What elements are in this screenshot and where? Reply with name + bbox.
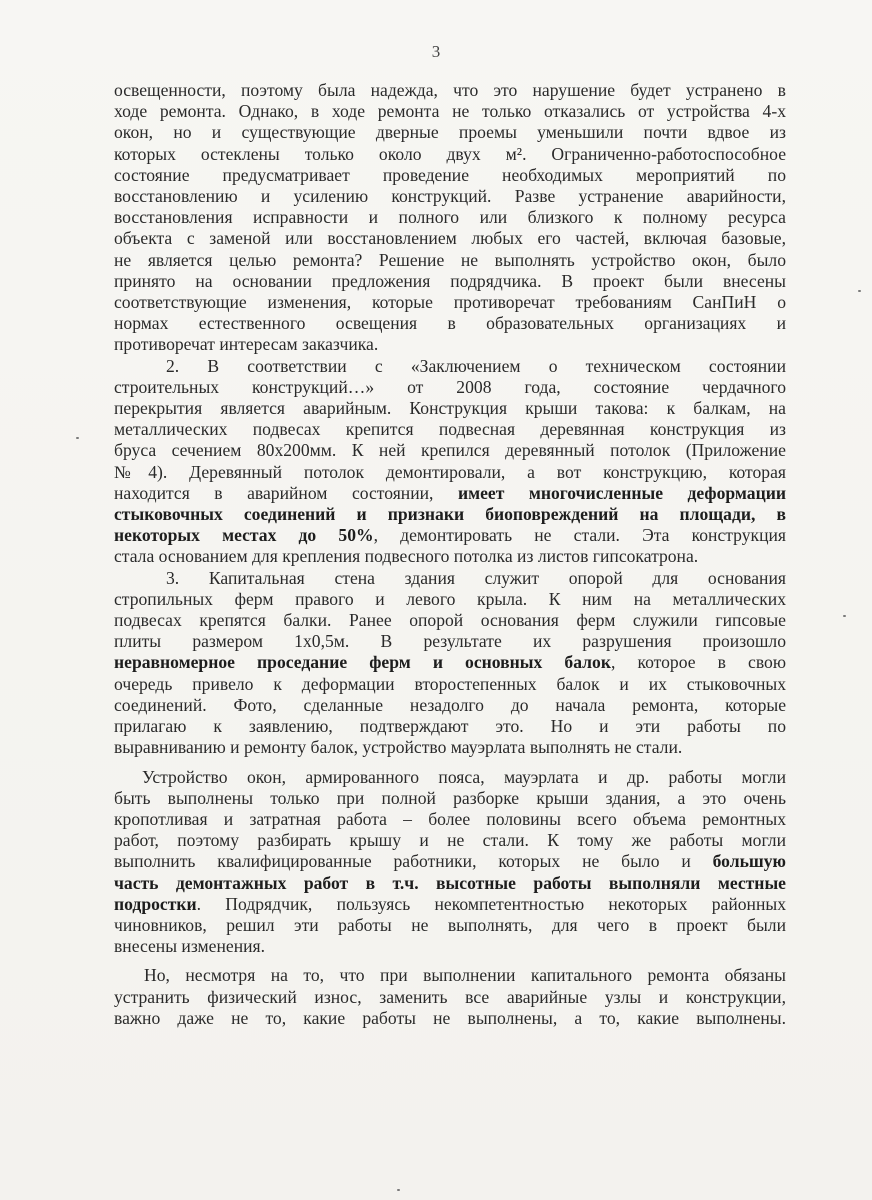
text-line: противоречат интересам заказчика. <box>114 334 379 355</box>
text-line <box>114 851 786 872</box>
paragraph-gap <box>114 957 786 965</box>
text-line: Устройство окон, армированного пояса, мауэрлата и др. работы могли <box>142 766 786 787</box>
text-line: восстановлению и усилению конструкций. Разве устранение аварийности, <box>114 186 786 207</box>
text-line: выравниванию и ремонту балок, устройство мауэрлата выполнять не стали. <box>114 737 683 758</box>
text-line: прилагаю к заявлению, подтверждают это. Но и эти работы по <box>114 716 786 737</box>
text-line: восстановления исправности и полного или близкого к полному ресурса <box>114 207 786 228</box>
text-line <box>114 525 786 546</box>
text-line: быть выполнены только при полной разборке крыши здания, а это очень <box>114 787 786 808</box>
paragraph-conclusion <box>114 965 786 1029</box>
document-body <box>114 80 786 1029</box>
text-line: работ, поэтому разбирать крышу и не стали. К тому же работы могли <box>114 830 786 851</box>
bold-text: неравномерное проседание ферм и основных балок <box>114 652 611 673</box>
text-line: очередь привело к деформации второстепенных балок и их стыковочных <box>114 673 786 694</box>
text-line: 3. Капитальная стена здания служит опорой для основания <box>166 567 786 588</box>
text-line: принято на основании предложения подрядчика. В проект были внесены <box>114 270 786 291</box>
text-line: металлических подвесах крепится подвесная деревянная конструкция из <box>114 419 786 440</box>
bold-text: стыковочных соединений и признаки биоповреждений на площади, в <box>114 504 786 525</box>
text-line: Но, несмотря на то, что при выполнении капитального ремонта обязаны <box>144 965 786 986</box>
scan-speck <box>843 615 846 617</box>
text-line: соединений. Фото, сделанные незадолго до начала ремонта, которые <box>114 694 786 715</box>
bold-text: часть демонтажных работ в т.ч. высотные работы выполняли местные <box>114 872 786 893</box>
text-line: №4). Деревянный потолок демонтировали, а вот конструкцию, которая <box>114 461 786 482</box>
text-line: внесены изменения. <box>114 936 266 957</box>
text-line: чиновников, решил эти работы не выполнять, для чего в проект были <box>114 914 786 935</box>
text-span: , демонтировать не стали. Эта конструкция <box>373 525 786 546</box>
text-line: кропотливая и затратная работа – более половины всего объема ремонтных <box>114 808 786 829</box>
scan-speck <box>76 437 79 439</box>
scan-speck <box>397 1189 400 1191</box>
text-line <box>114 652 786 673</box>
text-line: подвесах крепятся балки. Ранее опорой основания ферм служили гипсовые <box>114 610 786 631</box>
text-line: объекта с заменой или восстановлением любых его частей, включая базовые, <box>114 228 786 249</box>
text-line: состояние предусматривает проведение необходимых мероприятий по <box>114 164 786 185</box>
text-line: 2. В соответствии с «Заключением о техническом состоянии <box>166 355 786 376</box>
text-line: плиты размером 1х0,5м. В результате их разрушения произошло <box>114 631 786 652</box>
text-line <box>114 894 786 915</box>
bold-text: имеет многочисленные деформации <box>457 482 786 503</box>
paragraph-window-changes <box>114 80 786 356</box>
bold-text: подростки <box>114 893 197 914</box>
scan-speck <box>858 290 861 292</box>
text-span: , которое в свою <box>610 652 786 673</box>
bold-text: большую <box>712 851 786 872</box>
text-line: соответствующие изменения, которые противоречат требованиям СанПиН о <box>114 292 786 313</box>
text-span: выполнить квалифицированные работники, которых не было и <box>114 851 713 872</box>
text-line <box>114 483 786 504</box>
text-span: . Подрядчик, пользуясь некомпетентностью некоторых районных <box>196 893 786 914</box>
text-line: бруса сечением 80х200мм. К ней крепился деревянный потолок (Приложение <box>114 440 786 461</box>
text-line: устранить физический износ, заменить все аварийные узлы и конструкции, <box>114 986 786 1007</box>
text-line <box>114 504 786 525</box>
paragraph-item-2-attic <box>114 356 786 568</box>
text-line: не является целью ремонта? Решение не выполнять устройство окон, было <box>114 249 786 270</box>
text-line: важно даже не то, какие работы не выполнены, а то, какие выполнены. <box>114 1007 786 1028</box>
text-line: которых остеклены только около двух м². Ограниченно-работоспособное <box>114 143 786 164</box>
text-span: находится в аварийном состоянии, <box>114 482 458 503</box>
text-line: строительных конструкций…» от 2008 года, состояние чердачного <box>114 376 786 397</box>
bold-text: некоторых местах до 50% <box>114 525 374 546</box>
paragraph-item-3-wall <box>114 568 786 759</box>
text-line: ходе ремонта. Однако, в ходе ремонта не только отказались от устройства 4-х <box>114 101 786 122</box>
text-line: освещенности, поэтому была надежда, что это нарушение будет устранено в <box>114 80 786 100</box>
paragraph-gap <box>114 759 786 767</box>
text-line: стала основанием для крепления подвесного потолка из листов гипсокатрона. <box>114 546 699 567</box>
text-line <box>114 873 786 894</box>
text-line: окон, но и существующие дверные проемы уменьшили почти вдвое из <box>114 122 786 143</box>
text-line: перекрытия является аварийным. Конструкция крыши такова: к балкам, на <box>114 398 786 419</box>
paragraph-windows-roof <box>114 767 786 958</box>
page-number: 3 <box>431 42 441 61</box>
text-line: стропильных ферм правого и левого крыла. К ним на металлических <box>114 588 786 609</box>
text-line: нормах естественного освещения в образовательных организациях и <box>114 313 786 334</box>
